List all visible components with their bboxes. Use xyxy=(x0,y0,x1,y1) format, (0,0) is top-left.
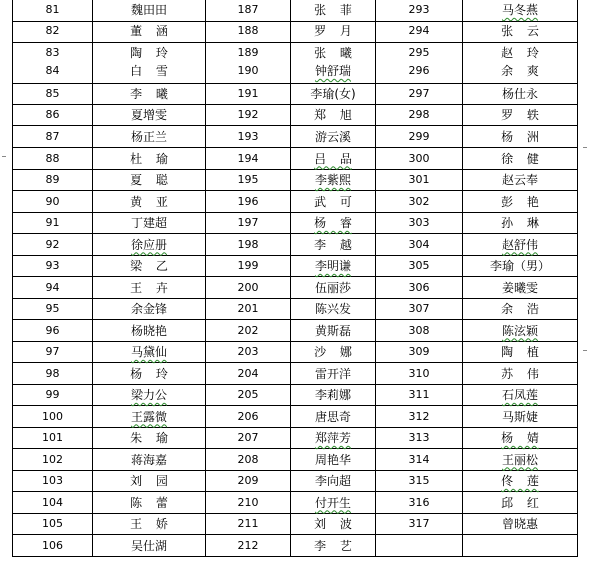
name-text: 刘 波 xyxy=(314,517,352,531)
row-number: 312 xyxy=(408,409,430,423)
name-text: 郑萍芳 xyxy=(314,431,351,445)
name-cell xyxy=(463,43,577,63)
row-number: 83 xyxy=(45,46,60,59)
row-number: 307 xyxy=(408,302,430,315)
name-cell xyxy=(291,192,375,212)
name-text: 赵舒伟 xyxy=(501,237,538,252)
name-cell xyxy=(463,61,577,81)
name-text: 夏 聪 xyxy=(130,173,168,187)
row-number: 311 xyxy=(408,388,430,401)
name-cell xyxy=(463,235,577,255)
name-cell xyxy=(291,43,375,63)
name-cell: 周艳华 xyxy=(314,452,351,467)
name-cell: 夏增雯 xyxy=(130,108,167,122)
name-text: 苏 伟 xyxy=(501,366,539,381)
row-number: 192 xyxy=(237,108,259,121)
margin-tick xyxy=(583,350,587,351)
name-cell xyxy=(463,192,577,212)
name-cell xyxy=(291,0,375,20)
row-number: 306 xyxy=(408,280,430,294)
name-cell xyxy=(93,43,205,63)
name-cell: 杨晓艳 xyxy=(130,323,167,338)
name-cell xyxy=(463,493,577,513)
name-cell xyxy=(463,105,577,125)
name-text: 罗 轶 xyxy=(501,108,539,122)
row-number: 191 xyxy=(237,87,259,100)
name-cell xyxy=(291,493,375,513)
name-text: 徐应册 xyxy=(130,237,167,252)
row-number: 99 xyxy=(45,388,60,401)
row-number: 310 xyxy=(408,366,430,380)
name-cell xyxy=(463,385,577,405)
name-cell xyxy=(463,321,577,341)
row-number: 103 xyxy=(42,474,63,487)
row-number: 81 xyxy=(45,3,60,16)
name-cell xyxy=(93,149,205,169)
name-text: 王 娇 xyxy=(130,517,168,531)
name-text: 张 菲 xyxy=(314,3,352,17)
row-number: 106 xyxy=(42,538,63,552)
name-cell xyxy=(463,149,577,169)
row-number: 190 xyxy=(237,64,259,77)
row-number: 98 xyxy=(45,366,60,380)
row-number: 197 xyxy=(237,216,259,229)
name-text: 黄 亚 xyxy=(130,194,168,209)
name-text: 赵 玲 xyxy=(501,46,539,60)
name-text: 沙 娜 xyxy=(314,345,352,359)
row-number: 202 xyxy=(237,323,259,337)
name-cell: 雷开洋 xyxy=(314,366,351,381)
margin-tick xyxy=(583,147,587,148)
name-cell xyxy=(463,471,577,491)
row-number: 187 xyxy=(237,3,259,16)
name-cell xyxy=(463,428,577,448)
row-number: 303 xyxy=(408,216,430,229)
row-number: 295 xyxy=(408,46,430,59)
row-number: 88 xyxy=(45,151,60,165)
row-number: 92 xyxy=(45,237,60,251)
name-cell: 吴仕湖 xyxy=(130,538,167,553)
name-text: 武 可 xyxy=(314,194,352,209)
name-text: 李紫熙 xyxy=(314,173,351,187)
name-cell xyxy=(93,385,205,405)
row-number: 86 xyxy=(45,108,60,121)
row-number: 95 xyxy=(45,302,60,315)
name-cell xyxy=(93,170,205,190)
row-number: 105 xyxy=(42,517,63,530)
row-number: 315 xyxy=(408,474,430,487)
name-cell: 游云溪 xyxy=(314,129,351,144)
row-number: 193 xyxy=(237,129,259,143)
row-number: 96 xyxy=(45,323,60,337)
name-cell xyxy=(291,61,375,81)
name-cell xyxy=(93,21,205,41)
name-cell xyxy=(291,105,375,125)
name-cell: 蒋海嘉 xyxy=(130,452,167,467)
name-cell xyxy=(463,127,577,147)
name-cell xyxy=(93,514,205,534)
name-text: 郑 旭 xyxy=(314,108,352,122)
name-cell: 唐思奇 xyxy=(314,409,351,424)
row-number: 87 xyxy=(45,129,60,143)
name-cell: 杨仕永 xyxy=(501,87,538,101)
row-number: 201 xyxy=(237,302,259,315)
row-number: 300 xyxy=(408,151,430,165)
name-cell: 李莉娜 xyxy=(314,388,351,402)
name-text: 陈 蕾 xyxy=(130,495,168,510)
margin-tick xyxy=(2,156,6,157)
name-cell: 魏田田 xyxy=(130,3,167,17)
name-text: 杨 婧 xyxy=(501,431,539,445)
row-number: 194 xyxy=(237,151,259,165)
name-text: 张 云 xyxy=(501,24,539,38)
row-number: 309 xyxy=(408,345,430,358)
row-number: 196 xyxy=(237,194,259,208)
name-cell xyxy=(463,0,577,20)
name-cell xyxy=(93,278,205,298)
name-text: 杨 玲 xyxy=(130,366,168,381)
name-text: 马冬燕 xyxy=(501,3,538,17)
name-text: 张 曦 xyxy=(314,46,352,60)
row-number: 316 xyxy=(408,495,430,509)
name-text: 马黛仙 xyxy=(130,345,167,359)
name-cell: 黄斯磊 xyxy=(314,323,351,338)
row-number: 204 xyxy=(237,366,259,380)
name-text: 梁 乙 xyxy=(130,259,168,273)
row-number: 294 xyxy=(408,24,430,37)
row-number: 90 xyxy=(45,194,60,208)
name-text: 吕 品 xyxy=(314,151,352,166)
name-cell xyxy=(291,256,375,276)
name-cell: 杨正兰 xyxy=(130,129,167,144)
name-cell xyxy=(463,213,577,233)
name-cell xyxy=(93,364,205,384)
name-cell xyxy=(291,428,375,448)
row-number: 195 xyxy=(237,173,259,186)
name-cell xyxy=(93,407,205,427)
row-number: 297 xyxy=(408,87,430,100)
name-cell xyxy=(463,342,577,362)
name-cell xyxy=(291,21,375,41)
name-text: 朱 瑜 xyxy=(130,431,168,445)
name-cell xyxy=(93,84,205,104)
name-text: 王露微 xyxy=(130,409,167,424)
name-cell: 陈兴发 xyxy=(314,302,351,316)
row-number: 100 xyxy=(42,409,63,423)
name-text: 石凤莲 xyxy=(501,388,538,402)
name-cell xyxy=(93,256,205,276)
name-text: 杨 睿 xyxy=(314,216,352,230)
row-number: 208 xyxy=(237,452,259,466)
name-cell xyxy=(93,428,205,448)
name-cell xyxy=(93,342,205,362)
name-text: 陶 玲 xyxy=(130,46,168,60)
name-cell: 马斯婕 xyxy=(501,409,538,424)
name-text: 白 雪 xyxy=(130,64,168,78)
grid-horizontal-line xyxy=(12,556,578,557)
name-cell xyxy=(93,493,205,513)
row-number: 200 xyxy=(237,280,259,294)
name-cell: 姜曦雯 xyxy=(501,280,538,295)
row-number: 101 xyxy=(42,431,63,444)
row-number: 203 xyxy=(237,345,259,358)
row-number: 89 xyxy=(45,173,60,186)
name-cell xyxy=(463,364,577,384)
row-number: 93 xyxy=(45,259,60,272)
name-text: 陶 植 xyxy=(501,345,539,359)
name-text: 佟 莲 xyxy=(501,474,539,488)
row-number: 189 xyxy=(237,46,259,59)
name-text: 徐 健 xyxy=(501,151,539,166)
name-cell xyxy=(463,450,577,470)
row-number: 210 xyxy=(237,495,259,509)
name-text: 邱 红 xyxy=(501,495,539,510)
name-cell: 赵云奉 xyxy=(501,173,538,187)
row-number: 209 xyxy=(237,474,259,487)
row-number: 102 xyxy=(42,452,63,466)
row-number: 104 xyxy=(42,495,63,509)
name-cell xyxy=(291,170,375,190)
name-text: 李明谦 xyxy=(314,259,351,273)
name-cell: 李瑜（男） xyxy=(489,259,550,273)
row-number: 293 xyxy=(408,3,430,16)
name-text: 孙 琳 xyxy=(501,216,539,230)
row-number: 211 xyxy=(237,517,259,530)
row-number: 313 xyxy=(408,431,430,444)
row-number: 97 xyxy=(45,345,60,358)
row-number: 94 xyxy=(45,280,60,294)
name-cell: 伍丽莎 xyxy=(314,280,351,295)
row-number: 299 xyxy=(408,129,430,143)
name-cell: 曾晓惠 xyxy=(501,517,538,531)
row-number: 82 xyxy=(45,24,60,37)
row-number: 304 xyxy=(408,237,430,251)
name-cell xyxy=(291,342,375,362)
row-number: 308 xyxy=(408,323,430,337)
row-number: 84 xyxy=(45,64,60,77)
name-cell xyxy=(291,149,375,169)
row-number: 317 xyxy=(408,517,430,530)
name-text: 罗 月 xyxy=(314,24,352,38)
name-text: 王 卉 xyxy=(130,280,168,295)
name-cell xyxy=(463,21,577,41)
row-number: 91 xyxy=(45,216,60,229)
row-number: 301 xyxy=(408,173,430,186)
name-text: 李 越 xyxy=(314,237,352,252)
name-text: 李 艺 xyxy=(314,538,352,553)
name-cell: 丁建超 xyxy=(130,216,167,230)
name-cell xyxy=(93,61,205,81)
name-text: 彭 艳 xyxy=(501,194,539,209)
name-cell xyxy=(93,192,205,212)
name-text: 董 涵 xyxy=(130,24,168,38)
row-number: 314 xyxy=(408,452,430,466)
name-text: 付开生 xyxy=(314,495,351,510)
name-cell xyxy=(291,213,375,233)
name-text: 王丽松 xyxy=(501,452,538,467)
name-text: 陈泫颖 xyxy=(501,323,538,338)
row-number: 198 xyxy=(237,237,259,251)
name-cell xyxy=(463,536,577,556)
name-text: 刘 园 xyxy=(130,474,168,488)
name-cell xyxy=(291,536,375,556)
row-number xyxy=(376,536,462,556)
row-number: 302 xyxy=(408,194,430,208)
row-number: 199 xyxy=(237,259,259,272)
row-number: 207 xyxy=(237,431,259,444)
name-text: 余 爽 xyxy=(501,64,539,78)
row-number: 206 xyxy=(237,409,259,423)
name-text: 钟舒瑞 xyxy=(314,64,351,78)
row-number: 296 xyxy=(408,64,430,77)
row-number: 305 xyxy=(408,259,430,272)
name-text: 李 曦 xyxy=(130,87,168,101)
name-cell xyxy=(463,299,577,319)
name-cell xyxy=(93,471,205,491)
name-text: 杜 瑜 xyxy=(130,151,168,166)
name-cell: 余金锋 xyxy=(130,302,167,316)
name-cell: 李瑜(女) xyxy=(310,87,356,101)
name-cell xyxy=(291,235,375,255)
row-number: 85 xyxy=(45,87,60,100)
name-text: 梁力公 xyxy=(130,388,167,402)
name-cell: 李向超 xyxy=(314,474,351,488)
row-number: 188 xyxy=(237,24,259,37)
row-number: 212 xyxy=(237,538,259,552)
name-text: 余 浩 xyxy=(501,302,539,316)
row-number: 298 xyxy=(408,108,430,121)
row-number: 205 xyxy=(237,388,259,401)
name-text: 杨 洲 xyxy=(501,129,539,144)
name-cell xyxy=(291,514,375,534)
name-cell xyxy=(93,235,205,255)
